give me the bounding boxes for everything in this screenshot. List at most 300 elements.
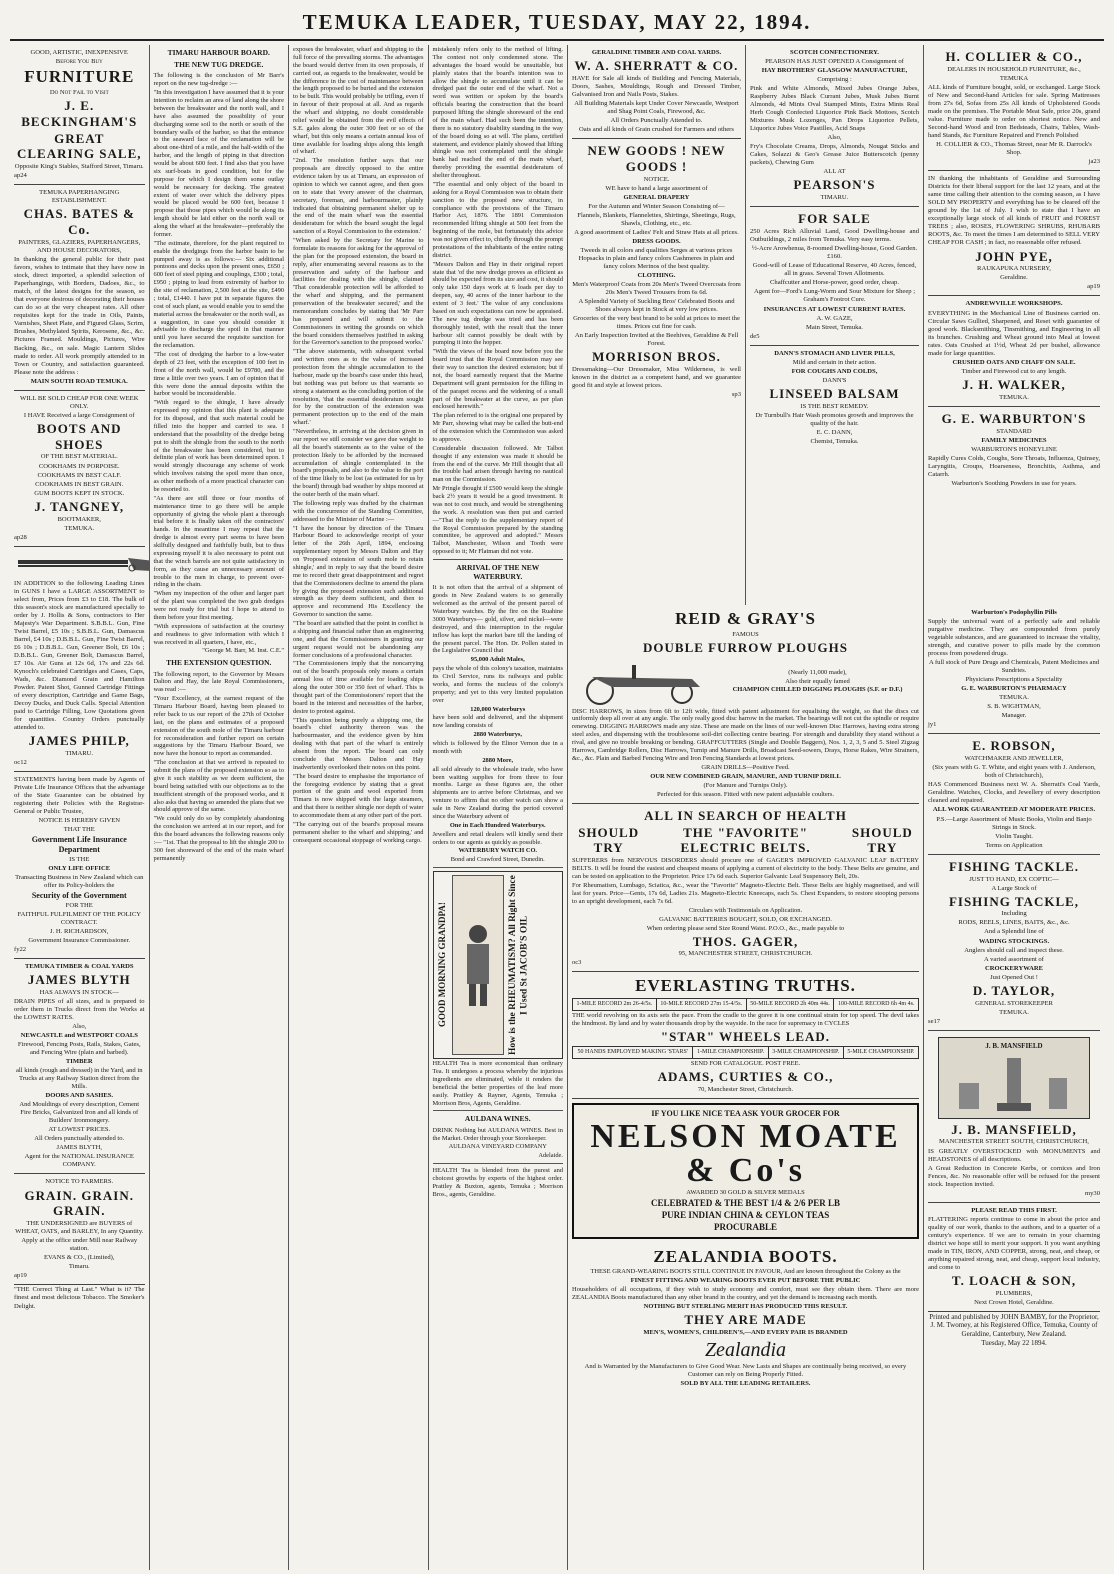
article-figure: 2880 Waterburys, — [473, 731, 523, 739]
ad-code: de5 — [750, 332, 760, 340]
ad-headline: H. COLLIER & CO., — [945, 49, 1083, 64]
ad-tobacco: "THE Correct Thing at Last." What is it? The finest and most delicious Tobacco. The Smoker's Delight. — [14, 1286, 145, 1310]
ad-line: PLUMBERS, — [995, 1289, 1033, 1297]
record-cell: 100-MILE RECORD 6h 4m 4s. — [834, 998, 919, 1010]
ad-line: WE have to hand a large assortment of — [605, 184, 708, 192]
ad-headline: D. TAYLOR, — [972, 982, 1056, 998]
ad-line: GENERAL STOREKEEPER — [975, 999, 1053, 1007]
ad-zealandia — [572, 1243, 919, 1392]
article-paragraph: "With regard to the shingle, I have already expressed my opinion that this plant is adequate for its disposal, and that such material could be filled into the hopper and carried to sea. I understand that the possibility of the dredge being put to shift the shingle from the south to the north of the breakwater has been considered, but to definite plan of work has been determined upon. I would strongly discourage any scheme of work which involves raising the spoil more than once, as other methods of a more practical character can be resorted to. — [153, 399, 284, 493]
article-paragraph: "The board desire to emphasise the importance of the foregoing evidence by stating that a great portion of the grain and wool exported from Timaru is now shipped with the large steamers, and that there is neither shingle nor depth of water to accommodate them at any other part of the port. — [293, 772, 424, 819]
article-paragraph: "I have the honour by direction of the Timaru Harbour Board to acknowledge receipt of your letter of the 26th April, 1894, enclosing supplementary report by Messrs Dalton and Hay on 'Proposed extension of south mole to retain shingle,' and in reply to say that the board desire me to record their great disappointment and regret that the Commissioners decline to amend the plans by giving the proposed extension such additional strength as they deem sufficient, and then to approve and recommend His Excellency the Governor to sanction the same. — [293, 524, 424, 619]
ad-favorite-belts — [572, 804, 919, 973]
imprint-date: Tuesday, May 22 1894. — [981, 1339, 1047, 1348]
ad-code: sp3 — [731, 391, 741, 399]
championship-cell: 5-MILE CHAMPIONSHIP. — [843, 1046, 918, 1058]
ad-line: DANN'S — [822, 376, 847, 384]
ad-line: CELEBRATED & THE BEST 1/4 & 2/6 PER LB — [650, 1197, 841, 1208]
article-paragraph: The following is the conclusion of Mr Barr's report on the new tug-dredge :— — [153, 72, 284, 88]
column-2-article — [150, 45, 290, 1570]
ad-headline: CHAS. BATES & Co. — [23, 206, 135, 238]
article-paragraph: "Your Excellency, at the earnest request of the Timaru Harbour Board, having been pleased to refer back to us our report of the 27th of October last, on the plans and estimates of a proposed extension of the south mole of the Timaru harbour for reconsideration and further report on certain suggestions by the Timaru Harbour Board, we now have the honour to report as commanded. — [153, 695, 284, 758]
ad-headline: PEARSON'S — [793, 177, 876, 193]
ad-headline: FURNITURE — [24, 67, 135, 87]
jacob-illustration — [452, 875, 504, 1055]
ad-line: WILL BE SOLD CHEAP FOR ONE WEEK ONLY. — [20, 394, 139, 410]
ad-headline: ADAMS, CURTIES & CO., — [657, 1069, 834, 1085]
ad-line: COOKHAMS IN PORPOISE. — [38, 462, 120, 470]
article-paragraph: "The estimate, therefore, for the plant required to enable the dredgings from the harbor basin to be pumped away is as follows:— Six additional pontoons and decks upon the present ones, £650 ; 600 feet of steel piping and couplings, £300 ; total, £950 ; piping to lead from extremity of harbor to the site of reclamation, 2,500 feet at the site, £490 ; total, £1440. I have put in separate figures the cost of such plant, as would enable you to send the material across the breakwater or the north wall, as a suggestion, in case you should consider it advisable to discharge the spoil in that manner until you have secured the requisite sanction for the reclamation. — [153, 239, 284, 350]
ad-line: GERALDINE TIMBER AND COAL YARDS. — [591, 49, 722, 56]
ad-line: All Building Materials kept Under Cover Newcastle, Westport and Shag Point Coals, Firewood, &c. — [574, 99, 739, 116]
jacob-side-text: GOOD MORNING GRANDPA! — [436, 902, 447, 1028]
article-figure: 2880 More, — [482, 756, 514, 764]
championship-table — [572, 1046, 919, 1059]
column-4-article — [429, 45, 569, 1570]
ad-line: IF YOU LIKE NICE TEA ASK YOUR GROCER FOR — [651, 1109, 840, 1118]
ad-line: TIMARU. — [820, 194, 849, 202]
ad-line: AT LOWEST PRICES. — [48, 1126, 111, 1134]
ad-line: THAT THE — [63, 826, 95, 834]
ad-body: DRAIN PIPES of all sizes, and is prepared to order them in Trucks direct from the Works at the LOWEST RATES. — [14, 997, 145, 1021]
ad-line: RODS, REELS, LINES, BAITS, &c., &c. — [958, 919, 1070, 927]
article-paragraph: "The Commissioners imply that the noncarrying out of the board's proposals only means a certain annual loss of time available for loading ships along the outer 300 or 350 feet of wharf. This is thought part of the Commissioners' report that the board in the interest and necessities of the harbor, desire to protest against. — [293, 660, 424, 715]
ad-line: PLEASE READ THIS FIRST. — [971, 1206, 1057, 1214]
ad-loach — [928, 1203, 1100, 1312]
ad-line: E. C. DANN, — [816, 428, 853, 436]
article-paragraph: "This question being purely a shipping one, the board's chief authority thereon was the harbourmaster, and the evidence given by him dealing with that part of the wharf is entirely absent from the report. The board can only conclude that Messrs Dalton and Hay inadvertently overlooked their notes on this point. — [293, 716, 424, 771]
ad-line: JUST TO HAND, EX COPTIC— — [969, 875, 1059, 883]
ad-line: Chaffcutter and Horse-power, good order, cheap. — [770, 279, 899, 287]
ad-line: NOTICE IS HEREBY GIVEN — [38, 817, 121, 825]
ad-line: Transacting Business in New Zealand which can offer its Policy-holders the — [15, 873, 144, 889]
ad-line: NEWCASTLE and WESTPORT COALS — [20, 1031, 138, 1039]
divider — [433, 867, 564, 868]
ad-headline: LINSEED BALSAM — [769, 385, 900, 401]
plough-illustration — [572, 657, 712, 707]
ad-body: THE UNDERSIGNED are BUYERS of WHEAT, OATS, and BARLEY, In any Quantity. — [15, 1220, 144, 1236]
right-block — [568, 45, 1104, 1570]
ad-line: Oats and all kinds of Grain crushed for Farmers and others — [579, 126, 734, 134]
ad-body: Supply the universal want of a perfectly safe and reliable purgative medicine. They are compounded from purely vegetable substances, and are guaranteed to increase the vitality, strength, and curative power to pills made by the common process from powdered drugs. — [928, 618, 1100, 658]
article-paragraph: all sold already to the wholesale trade, who have been waiting supplies for from three to four months. Large as these figures are, the other shipments are to arrive before Christmas, and we venture to affirm that no other watch can show a sale in New Zealand during the period covered since the Waterbury advent of — [432, 765, 563, 820]
ad-line: WARBURTON'S HONEYLINE — [971, 445, 1057, 453]
ad-line: P.S.—Large Assortment of Music Books, Violin and Banjo Strings in Stock. — [936, 815, 1092, 831]
ad-headline: ZEALANDIA BOOTS. — [653, 1246, 838, 1266]
ad-line: TEMUKA. — [64, 524, 95, 532]
ad-philp — [14, 547, 145, 773]
ad-line: AWARDED 30 GOLD & SILVER MEDALS — [686, 1188, 805, 1196]
ad-code: ap19 — [14, 1272, 27, 1280]
ad-line: HAY BROTHERS' GLASGOW MANUFACTURE, — [761, 67, 908, 75]
ad-line: AULDANA VINEYARD COMPANY — [448, 1143, 547, 1151]
record-cell: 10-MILE RECORD 27m 15-4/5s. — [656, 998, 746, 1010]
ad-headline: T. LOACH & SON, — [951, 1272, 1077, 1288]
ad-headline: E. ROBSON, — [972, 738, 1056, 754]
ad-taylor — [928, 855, 1100, 1031]
ad-line: ONLY LIFE OFFICE — [48, 864, 111, 872]
ad-line: SCOTCH CONFECTIONERY. — [790, 49, 879, 56]
ad-line: Apply at the office under Mill near Railway station. — [21, 1237, 138, 1253]
ad-line: And is Warranted by the Manufacturers to Give Good Wear. New Lasts and Shapes are continually being received, so every Customer can rely on Being Properly Fitted. — [584, 1363, 907, 1379]
ad-code: se17 — [928, 1017, 941, 1025]
ad-headline: GRAIN. GRAIN. GRAIN. — [24, 1187, 134, 1219]
ad-evans — [14, 1174, 145, 1285]
ad-body: FLATTERING reports continue to come in about the price and quality of our work, thanks to the authors, and to a quarter of a century's experience. If we are to remain in your charming district we hope still to merit your support. It you want anything made in TIN, IRON, AND COPPER, strong, neat, and cheap, or anything repaired strong, neat, and cheap, support local industry, and come to — [928, 1215, 1100, 1271]
ad-body: IS GREATLY OVERSTOCKED with MONUMENTS and HEADSTONES of all descriptions. — [928, 1147, 1100, 1163]
article-paragraph: which is followed by the Elinor Vernon due in a month with — [432, 740, 563, 755]
article-paragraph: "With expressions of satisfaction at the courtesy and readiness to give information with which I was received in all quarters, I have, etc., — [153, 622, 284, 646]
ad-code: jy1 — [928, 721, 937, 729]
ad-line: H. COLLIER & CO., Thomas Street, near Mr R. Darrock's Shop. — [936, 141, 1092, 157]
ad-headline: GREAT CLEARING SALE, — [16, 130, 142, 162]
ad-line: ANDREWVILLE WORKSHOPS. — [965, 300, 1063, 308]
ad-line: All Orders Punctually Attended to. — [610, 117, 703, 125]
ad-body: Rapidly Cures Colds, Coughs, Sore Throats, Influenza, Quinsey, Laryngitis, Croups, Hoarseness, Bronchitis, Asthma, and Catarrh. — [928, 454, 1100, 478]
ad-body: IN thanking the inhabitants of Geraldine and Surrounding Districts for their liberal support for the last 12 years, and at the same time calling their attention to the coming season, as I have SOLD MY PROPERTY and everything has to be cleared off the ground by the 1st of July. I wish to state that I have an exceptionally large stock of all kinds of FRUIT and FOREST TREES ; also, ROSES, FLOWERING SHRUBS, RHUBARB ROOTS, &c. To meet the times I am determined to SELL VERY CHEAP FOR CASH ; in fact, no reasonable offer refused. — [928, 175, 1100, 247]
article-subheadline: THE NEW TUG DREDGE. — [174, 60, 264, 70]
ad-line: FINEST FITTING AND WEARING BOOTS EVER PUT BEFORE THE PUBLIC — [630, 1277, 861, 1285]
ad-line: DANN'S STOMACH AND LIVER PILLS, — [774, 349, 895, 357]
ad-line: TEMUKA. — [999, 393, 1029, 401]
ad-line: 70, Manchester Street, Christchurch. — [697, 1086, 794, 1094]
imprint — [928, 1313, 1100, 1348]
column-6 — [746, 45, 924, 605]
ad-code: oc12 — [14, 759, 27, 767]
gun-illustration — [14, 550, 150, 576]
ad-line: Geraldine. — [1000, 274, 1028, 282]
article-paragraph: "Nevertheless, in arriving at the decision given in our report we still consider we gave due weight to all the board's statements as to the value of the protection likely to be afforded by the increased accumulation of shingle contemplated in the board's proposals, and also to the value to the port of the time likely to be lost (as estimated for us by the board) through bad weather by ships moored at the outer berth of the main wharf. — [293, 428, 424, 498]
ad-headline: Government Life Insurance Department — [31, 835, 127, 855]
article-headline: TIMARU HARBOUR BOARD. — [167, 48, 270, 57]
ad-st-jacobs-oil — [433, 871, 564, 1059]
ad-collier — [928, 45, 1100, 171]
ad-line: CLOTHING. — [637, 272, 676, 280]
ad-line: ½-Acre Arowhenua, 8-roomed Dwelling-house, Good Garden. £160. — [751, 245, 918, 261]
ad-line: CHAMPION CHILLED DIGGING PLOUGHS (S.F. or D.F.) — [732, 686, 903, 694]
mansfield-banner: J. B. MANSFIELD — [985, 1041, 1043, 1050]
ad-line: OUR NEW COMBINED GRAIN, MANURE, AND TURNIP DRILL — [650, 772, 841, 780]
article-paragraph: "We could only do so by completely abandoning the conclusion we arrived at in our report, and for this the board advances the following reasons only :— "1st. That the proposal to lift the shingle 200 to 300 feet shoreward of the end of the main wharf permanently — [153, 815, 284, 862]
ad-body: Dressmaking—Our Dressmaker, Miss Wilderness, is well known in the district as a competent hand, and we guarantee good fit and style at lowest prices. — [572, 366, 741, 390]
ad-body: Fry's Chocolate Creams, Drops, Almonds, Nougat Sticks and Cakes, Solazzi & Geo's Grease Juice Butterscotch (penny packets), Chewing Gum — [750, 143, 919, 167]
ad-line: IS THE BEST REMEDY. — [800, 402, 869, 410]
divider — [433, 1163, 564, 1164]
ad-line: INSURANCES AT LOWEST CURRENT RATES. — [763, 305, 906, 313]
ad-line: S. B. WIGHTMAN, — [987, 703, 1041, 711]
ad-line: Just Opened Out ! — [990, 973, 1038, 981]
imprint-text: Printed and published by JOHN BAMBY, for the Proprietor, J. M. Twomey, at his Registered Office, Temuka, County of Geraldine, Canterbury, New Zealand. — [929, 1312, 1099, 1338]
ad-line: Adelaide. — [538, 1152, 563, 1160]
article-paragraph: The plan referred to is the original one prepared by Mr Parr, showing what may be called the butt-end of the extension which the Commission was asked to approve. — [432, 412, 563, 443]
ad-blyth — [14, 959, 145, 1175]
columns — [10, 45, 1104, 1570]
ad-line: COOKHAMS IN BEST GRAIN. — [35, 480, 124, 488]
ad-line: When ordering please send Size Round Waist. P.O.O., &c., made payable to — [646, 924, 845, 932]
ad-line: TEMUKA. — [999, 694, 1029, 702]
ad-line: Agent for—Ford's Lung-Worm and Sour Mixture for Sheep ; Graham's Footrot Cure. — [753, 288, 916, 304]
ad-line: Dr Turnbull's Hair Wash promotes growth and improves the quality of the hair. — [755, 411, 914, 427]
ad-line: (For Manure and Turnips Only). — [703, 781, 788, 789]
ad-code: fy22 — [14, 945, 27, 953]
ad-line: CROCKERYWARE — [984, 964, 1044, 972]
ad-body: SUFFERERS from NERVOUS DISORDERS should procure one of GAGER'S IMPROVED GALVANIC LEAF BATTERY BELTS. It will be found the easiest and cheapest means of applying a current of electricity to the body. These Belts are genuine, and can be tested on application to the Proprietor. Price 17s 6d each. Superior Galvanic Leaf Suspensory Belt, 20s. — [572, 857, 919, 881]
article-paragraph: "In this investigation I have assumed that it is your intention to reclaim an area of land along the shore between the breakwater and the north wall, and I have also assumed the possibility of your discharging some soil to the north or south of the boundary walls of the harbor, so that the entrance to the seaward face of the reclamation will be about one-third of a mile, and the half-width of the harbor, and the length of piping in that direction would be about 600 feet. I find also that you have six surf-boats in good condition, but for the purpose for which I design them some outlay would be necessary for decking. The greatest extent of water over which the delivery pipes would be placed would be 600 feet, because I propose that those pipes which would be along its length should be laid either on the north wall or along the wharf at the breakwater—preferably the former. — [153, 89, 284, 238]
ad-morrison — [572, 139, 741, 403]
ad-line: Also, — [72, 1022, 87, 1030]
ad-headline: THEY ARE MADE — [684, 1311, 807, 1327]
ad-line: Anglers should call and inspect these. — [964, 946, 1064, 954]
divider — [433, 559, 564, 560]
monument-illustration — [938, 1037, 1090, 1119]
ad-line: Timaru. — [68, 1263, 90, 1271]
article-figure: One in Each Hundred Waterburys. — [449, 821, 546, 829]
ad-line: PEARSON HAS JUST OPENED A Consignment of — [765, 58, 904, 66]
ad-line: A Splendid Variety of Suckling Bros' Celebrated Boots and Shoes always kept in Stock at very low prices. — [578, 298, 735, 314]
column-7-upper — [924, 45, 1104, 605]
ad-code: ap28 — [14, 533, 27, 541]
ad-mansfield — [928, 1031, 1100, 1203]
article-paragraph: Considerable discussion followed. Mr Talbot thought if any extension was made it should be from the end of the curve. Mr Hill thought that all the trouble had arisen through having no nautical man on the Commission. — [432, 444, 563, 484]
ad-line: IS THE — [69, 855, 90, 863]
championship-cell: 1-MILE CHAMPIONSHIP. — [693, 1046, 768, 1058]
article-figure: 120,000 Waterburys — [470, 705, 526, 713]
ad-tangney — [14, 391, 145, 547]
ad-line: DEALERS IN HOUSEHOLD FURNITURE, &c., — [947, 65, 1081, 73]
ad-health-tea: HEALTH Tea is blended from the purest and choicest growths by experts of the highest order. Prattley & Buxton, agents, Temuka ; Morrison Bros., agents, Geraldine. — [432, 1167, 563, 1198]
ad-line: ALL AT — [823, 168, 846, 176]
ad-headline: J. B. MANSFIELD, — [951, 1121, 1077, 1137]
ad-body: EVERYTHING in the Mechanical Line of Business carried on. Circular Saws Gullied, Sharpened, and Reset with guarantee of good work. Blacksmithing, Tinsmithing, and Engineering in all its branches. Crushing and Wheat ground into Meal at lowest rates. Oats Crushed at 1½d, Wheat 2d per bushel, allowance made for large quantities. — [928, 309, 1100, 357]
article-paragraph: "As there are still three or four months of maintenance time to go there will be ample opportunity of giving the whole plant a thorough trial before it is finally taken off the contractors' hands. In the meantime I may repeat that the dredge is almost every part seems to have been skilfully designed and faithfully built, but to thus expressing myself it is also necessary to point out that the winch barrels are not quite satisfactory in form, as they cause an unnecessary amount of trouble to the men in charge, to prevent over-riding in the chain. — [153, 494, 284, 589]
ad-line: FAITHFUL FULFILMENT OF THE POLICY CONTRACT. — [17, 910, 142, 926]
article-paragraph: "When asked by the Secretary for Marine to formulate its reasons for asking for the approval of the plan for the proposed extension, the board in reply, after enumerating several reasons as to the preservation and safety of the harbour and facilities for dealing with the shingle, claimed 'That considerable protection will be afforded to the wharf and shipping, and the permanent preservation of the breakwater secured,' and the memorandum concludes by stating that 'Mr Parr has prepared and will submit to the Commissioners in writing the grounds on which the board considers themselves justified in asking for the Governor's sanction to the proposed works.' — [293, 237, 424, 347]
ad-headline: JOHN PYE, — [975, 248, 1053, 264]
article-paragraph: have been sold and delivered, and the shipment now landing consists of — [432, 714, 563, 730]
ad-line: I HAVE Received a large Consignment of — [23, 411, 135, 419]
ad-body: 250 Acres Rich Alluvial Land, Good Dwelling-house and Outbuildings, 2 miles from Temuka. Very easy terms. — [750, 228, 919, 244]
article-paragraph: pays the whole of this colony's taxation, maintains its Civil Service, runs its railways and public works, and forms the nucleus of the colony's property; and yet to this very limited population over — [432, 665, 563, 704]
article-paragraph: "The carrying out of the board's proposal means permanent shelter to the wharf and shipping,' and consequent occasional stoppage of working cargo. — [293, 820, 424, 844]
ad-line: HAS ALWAYS IN STOCK— — [39, 988, 119, 996]
ad-body: Men's Waterproof Coats from 20s Men's Tweed Overcoats from 20s Men's Tweed Trousers from 6s 6d. — [572, 281, 741, 297]
ad-line: TEMUKA. — [999, 1008, 1029, 1016]
ad-body: STATEMENTS having been made by Agents of Private Life Insurance Offices that the advantage of the State Guarantee can be obtained by registering their Policies with the Registrar-General or Public Trustee, — [14, 776, 145, 816]
monument-icon — [939, 1048, 1089, 1118]
ad-line: All Orders punctually attended to. — [34, 1135, 125, 1143]
ad-code: oc3 — [572, 959, 582, 967]
ad-insurance — [14, 772, 145, 959]
ad-line: all kinds (rough and dressed) in the Yard, and in Trucks at any Railway Station direct from the Mills. — [15, 1067, 143, 1091]
column-5 — [568, 45, 746, 605]
ad-line: PAINTERS, GLAZIERS, PAPERHANGERS, AND HOUSE DECORATORS, — [18, 239, 141, 255]
ad-line: Government Insurance Commissioner. — [28, 936, 131, 944]
ad-line: EVANS & CO., (Limited), — [43, 1254, 115, 1262]
ad-line: FOR COUGHS AND COLDS, — [791, 367, 878, 375]
masthead: TEMUKA LEADER, TUESDAY, MAY 22, 1894. — [10, 8, 1104, 41]
ad-line: GENERAL DRAPERY — [623, 193, 690, 201]
championship-cell: 50 HANDS EMPLOYED MAKING 'STARS' — [573, 1046, 693, 1058]
ad-line: CRUSHED OATS AND CHAFF ON SALE. — [952, 358, 1076, 366]
ad-line: OF THE BEST MATERIAL. — [40, 453, 118, 461]
ad-line: MANCHESTER STREET SOUTH, CHRISTCHURCH, — [939, 1138, 1089, 1146]
ad-line: Firewood, Fencing Posts, Rails, Stakes, Gates, and Fencing Wire (plain and barbed). — [17, 1041, 141, 1057]
ad-line: FOR THE — [65, 901, 93, 909]
ad-line: Timber and Firewood cut to any length. — [961, 367, 1067, 375]
ad-line: Warburton's Podophyllin Pills — [971, 609, 1057, 616]
ad-headline: MORRISON BROS. — [592, 349, 721, 365]
ad-line: Perfected for this season. Fitted with new patent adjustable coulters. — [656, 790, 835, 798]
article-paragraph: Mr Pringle thought if £500 would keep the shingle back 2½ years it would be a good investment. It was not to cost much, and would be strengthening the work. A resolution was then put and carried—"That the reply to the supplementary report of the Royal Commission prepared by the standing committee, be approved and adopted." Messrs Talbot, Manchester, Wilson and Tooth were opposed to it; Mr Flatman did not vote. — [432, 485, 563, 556]
ad-headline: Security of the Government — [31, 890, 127, 900]
ad-line: Circulars with Testimonials on Application. — [688, 906, 803, 914]
ad-nelson-moate — [572, 1103, 919, 1239]
ad-line: MEN'S, WOMEN'S, CHILDREN'S,—AND EVERY PAIR IS BRANDED — [643, 1328, 848, 1336]
ad-line: And Mouldings of every description, Cement Fire Bricks, Galvanized Iron and all kinds of Builders' Ironmongery. — [19, 1101, 140, 1125]
article-signature: WATERBURY WATCH CO. — [458, 847, 538, 855]
ad-body: DISC HARROWS, in sizes from 6ft to 12ft wide, fitted with patent adjustment for equalising the weight, so that the discs cut uniformly deep all over at any angle. The only really good disc harrow in the market. The bearings will not cut the spindle or require renewing. DIGGING HARROWS made any size. These are made on the lines of our well-known Disc Harrows, having extra strong steel axles, and dispensing with the troublesome soil-dirt collecting centre bearing. For strength and durability they stand without a rival, and give no trouble breaking or bending. GRAFFCUTTERS (Single and Double Baggers), Nos. 1, 2, 3, 5 and 5. Steel Zigzag Harrows, Cambridge Rollers, Disc Harrows, Turnip and Manure Drills, Broadcast Seed-sowers, Drays, Horse Rakes, Wire Strainers, &c., &c. Plain and Barbed Fencing Wire and Iron Fencing Standards at lowest prices. — [572, 707, 919, 763]
ad-line: RAUKAPUKA NURSERY, — [977, 265, 1051, 273]
ad-warburton-cont — [928, 605, 1100, 734]
ad-line: NOTICE TO FARMERS. — [45, 1178, 114, 1186]
ad-headline: FOR SALE — [798, 211, 871, 227]
ad-line: Warburton's Soothing Powders in use for years. — [951, 479, 1077, 487]
column-3-article — [289, 45, 429, 1570]
ad-reid-gray — [572, 605, 919, 804]
ad-line: Terms on Application — [985, 841, 1043, 849]
article-paragraph: "The essential and only object of the board in asking for a Royal Commission was to obtain their sanction to the proposed new structure, in compliance with the provisions of the Timaru Harbor Act, 1876. The 1891 Commission recommended lifting shingle at 500 feet from the beginning of the mole, but fortunately this advice was not given effect to, chiefly through the prompt protestations of the inhabitants of the entire rating district. — [432, 180, 563, 259]
column-7-lower — [924, 605, 1104, 1570]
ad-line: NOTICE. — [643, 175, 670, 183]
ad-line: An Early Inspection Invited at the Beehives, Geraldine & Fell Forest. — [574, 332, 739, 348]
records-table — [572, 998, 919, 1011]
article-paragraph: "With the views of the board now before you the board trust that the Royal Commission may see their way to sanction the desired extension; but if not, the board earnestly request that the Marine Department will grant permission for the filling in of the parapet recess and the widening of a small part of the breakwater at the curve, as per plan enclosed herewith." — [432, 348, 563, 411]
ad-line: A. W. GAZE, — [816, 314, 853, 322]
ad-line: 95, MANCHESTER STREET, CHRISTCHURCH. — [678, 950, 813, 958]
ad-line: Mild and certain in their action. — [792, 358, 877, 366]
ad-line: MAIN SOUTH ROAD TEMUKA. — [30, 377, 128, 385]
article-paragraph: "The cost of dredging the harbor to a low-water depth of 23 feet, with the exception of 100 feet in front of the north wall, would be £9780, and the time a little over two years. I am of opinion that if this were done the annual deposits within the harbor would be inconsiderable. — [153, 351, 284, 398]
ad-headline: THE "FAVORITE" ELECTRIC BELTS. — [680, 824, 811, 856]
record-cell: 50-MILE RECORD 2h 40m 44s. — [746, 998, 834, 1010]
ad-headline: REID & GRAY'S — [675, 609, 816, 628]
article-paragraph: It is not often that the arrival of a shipment of goods in New Zealand waters is so generally welcomed as the arrival of the present parcel of Waterbury watches. By the fire on the Ruahine 3000 Waterburys— gold, silver, and nickel—were destroyed, and this interruption in the regular inflow has kept the market bare till the landing of the present parcel. The Hon. Dr. Pollen stated in the Legislative Council that — [432, 584, 563, 655]
ad-line: THESE GRAND-WEARING BOOTS STILL CONTINUE IN FAVOUR, And are known throughout the Colony as the — [590, 1268, 901, 1276]
ad-beckingham — [14, 45, 145, 185]
ad-line: PURE INDIAN CHINA & CEYLON TEAS — [661, 1209, 830, 1220]
ad-line: Comprising : — [817, 76, 852, 84]
ad-sherratt — [572, 45, 741, 139]
article-paragraph: "The conclusion at that we arrived is repeated to submit the plans of the proposed extension so as to give it such stability as we deem sufficient, the board being satisfied with our objections as to the insufficient strength of the proposed works, and it also asks that having so amended the plans that we should approve of the same. — [153, 759, 284, 814]
ad-body: For Rheumatism, Lumbago, Sciatica, &c., wear the "Favorite" Magneto-Electric Belt. These Belts are highly magnetised, and will last for years. Price—Gents, 17s 6d, Ladies 21s. Magneto-Electric Kneecaps, each 5s. Chest Expanders, to restore stooping persons to an upright development, each 7s 6d. — [572, 882, 919, 905]
ad-robson — [928, 734, 1100, 854]
figure-icon — [453, 920, 503, 1010]
ad-headline: ALL IN SEARCH OF HEALTH — [644, 807, 847, 823]
ad-headline: THOS. GAGER, — [692, 933, 799, 949]
ad-headline: "STAR" WHEELS LEAD. — [660, 1029, 831, 1045]
ad-headline: JAMES BLYTH — [27, 971, 131, 987]
ad-line: A varied assortment of — [984, 955, 1044, 963]
article-paragraph: "When my inspection of the other and larger part of the plant was completed the two grab dredges were not ready for trial but I hope to attend to them before your first meeting. — [153, 590, 284, 621]
ad-body: Tweeds in all colors and qualities Serges at various prices Hopsacks in plain and fancy colors Cashmeres in plain and fancy colors Merinos of the best quality. — [578, 247, 735, 271]
ad-line: G. E. WARBURTON'S PHARMACY — [961, 685, 1067, 693]
zealandia-script-logo: Zealandia — [704, 1338, 787, 1361]
right-upper — [568, 45, 1104, 605]
ad-line: A Large Stock of — [991, 884, 1037, 892]
ad-line: TEMUKA PAPERHANGING ESTABLISHMENT. — [39, 189, 120, 205]
ad-line: Groceries of the very best brand to be sold at prices to meet the times. Prices cut fine for cash. — [573, 315, 740, 331]
ad-line: Including — [1001, 910, 1027, 918]
ad-line: TEMUKA TIMBER & COAL YARDS — [24, 962, 134, 970]
ad-body: In thanking the general public for their past favors, wishes to intimate that they have now in stock, direct imported, a splendid selection of Paperhangings, with Borders, Dadoes, &c., to match, of the latest designs for the season, so that everyone desirous of decorating their houses can do so at the very cheapest rates. All other requisites kept for the trade in Oils, Paints, Varnishes, Sheet Plate, and Figured Glass, Scrim, Brushes, Methylated Spirits, Kerosene, &c., &c. Pictures Framed. Mouldings, Pictures, Wire Backing, &c., on sale. Magic Lantern Slides made to order. All work promptly attended to in Town or Country, and satisfaction guaranteed. Please note the address : — [14, 256, 145, 376]
ad-headline: J. E. BECKINGHAM'S — [21, 97, 138, 129]
divider — [433, 1110, 564, 1111]
ad-line: ALL WORK GUARANTEED AT MODERATE PRICES. — [932, 806, 1096, 814]
article-paragraph: exposes the breakwater, wharf and shipping to the full force of the prevailing storms. The advantages the board would derive from its own proposals, if carried out, as regards to the breakwater, would be the difference in the cost of maintenance between the length proposed to be buried and the extension to be built. This would probably be trifling, even if in favour of their proposal at all. And as regards the wharf and shipping, no doubt considerable relief would be obtained from the evil effects of S.E. gales along the outer 300 feet or so of the wharf, but this only means a certain annual loss of time available for loading ships along this length of wharf. — [293, 46, 424, 156]
ad-headline: EVERLASTING TRUTHS. — [635, 976, 856, 996]
ad-headline: J. TANGNEY, — [34, 498, 125, 514]
ad-line: FAMILY MEDICINES — [981, 436, 1047, 444]
ad-line: STANDARD — [996, 427, 1032, 435]
ad-line: Good-will of Lease of Educational Reserve, 40 Acres, fenced, all in grass. Several Town Allotments. — [752, 262, 917, 278]
ad-headline: JAMES PHILP, — [28, 733, 130, 749]
ad-line: WADING STOCKINGS. — [978, 937, 1050, 945]
ad-line: Violin Taught. — [995, 832, 1033, 840]
ad-line: SEND FOR CATALOGUE. POST FREE. — [690, 1060, 801, 1068]
article-paragraph: The following report, to the Governor by Messrs Dalton and Hay, the late Royal Commissioners, was read :— — [153, 670, 284, 694]
ad-line: (Nearly 11,000 made), — [788, 668, 847, 676]
ad-line: GALVANIC BATTERIES BOUGHT, SOLD, OR EXCHANGED. — [659, 915, 832, 923]
ad-body: ALL kinds of Furniture bought, sold, or exchanged. Large Stock of New and Second-hand Articles for sale. Spring Mattresses from 27s 6d, Sofas from 25s All kinds of Upholstered Goods made on the premises. The Portable Meat Safe, price 20s, grand value. Furniture made to order on shortest notice. New and Second-hand Wood and Iron Bedsteads, Chairs, Tables, Wash-hand Stands, &c Furniture Repaired and French Polished — [928, 83, 1100, 140]
ad-line: WATCHMAKER AND JEWELLER, — [964, 755, 1064, 763]
ad-line: For the Autumn and Winter Season Consisting of— — [588, 202, 725, 210]
ad-headline: SHOULD TRY — [578, 824, 640, 856]
ad-line: A good assortment of Ladies' Felt and Straw Hats at all prices. — [574, 229, 739, 237]
ad-line: BOOTMAKER, — [57, 515, 101, 523]
ad-body: DRINK Nothing but AULDANA WINES. Best in the Market. Order through your Storekeeper. — [432, 1126, 563, 1142]
ad-pearson — [750, 45, 919, 207]
ad-pye — [928, 171, 1100, 296]
ad-line: GRAIN DRILLS—Positive Feed. — [701, 763, 790, 771]
ad-headline: NEW GOODS ! NEW GOODS ! — [587, 143, 726, 174]
article-paragraph: The following reply was drafted by the chairman with the concurrence of the Standing Committee, addressed to the Minister of Marine :— — [293, 499, 424, 523]
ad-body: A Great Reduction in Concrete Kerbs, or cornices and Iron Fences, &c. No reasonable offer will be refused for the present stock. Inspection invited. — [928, 1164, 1100, 1188]
ad-line: NOTHING BUT STERLING MERIT HAS PRODUCED THIS RESULT. — [643, 1303, 848, 1310]
column-1 — [10, 45, 150, 1570]
ad-paperhanging — [14, 185, 145, 390]
article-paragraph: mistakenly refers only to the method of lifting. The contest not only condemned stone. The advantages the board would be unsuitable, but plainly states that the board's intention was to allow the shingle to accumulate until it can be dredged past the outer end of the wharf. Not a word was written or spoken by the board's officials bearing the construction that the board purposed lifting the shingle shoreward of the end of the main wharf. Had such been the intention, there is no statutory disability standing in the way of the board doing so at will. The plans, certified statement, and evidence plainly showed that lifting shingle was not contemplated until the shingle bank had reached the end of the main wharf, thereby providing the essential desideratum of shelter throughout. — [432, 46, 563, 179]
wide-ads — [568, 605, 924, 1570]
ad-headline: J. H. WALKER, — [962, 376, 1066, 392]
ad-body: Pink and White Almonds, Mixed Jubes Orange Jubes, Raspberry Jubes Black Currant Jubes, Musk Jubes Burnt Almonds, 4d Mints Oval Stamped Mints, Extra Mints Real Herb Cough Confected Liquorice Pink Back Mottoes, Scotch Mixtures Musk Lozenges, Pan Drops Liquorice Pellets, Liquorice Jubes Voice Pastilles, Acid Snaps — [750, 85, 919, 133]
ad-headline: BOOTS AND SHOES — [37, 420, 122, 452]
ad-line: FAMOUS — [732, 630, 759, 638]
ad-line: Also, — [827, 134, 842, 142]
ad-line: A full stock of Pure Drugs and Chemicals, Patent Medicines and Sundries. — [928, 659, 1100, 675]
ad-body: IN ADDITION to the following Leading Lines in GUNS I have a LARGE ASSORTMENT to select from, Prices from £3 to £18. The bulk of this season's stock are manufactured specially to order by J. Hollis & Sons, contractors to Her Majesty's War Department. S.B.B.L. Gun, Fine Twist Barrel, £5 10s ; S.B.B.L. Gun, Damascus Barrel, £4 10s ; D.B.B.L. Gun, Fine Twist Barrel, £6 10s ; D.B.B.L. Gun, Greener Bolt, £6 10s ; D.B.B.L. Gun, Greener Bolt, Damascus Barrel, £7 10s. Air Guns at 12s 6d, 17s and 22s 6d. Kynoch's celebrated Cartridges and Cases, Caps, Wads, &c. Diamond Grain and Hamilton Powder. Patent Shot, Gunned Cartridge Fittings of every description, Cartridge and Game Bags, Decoy Ducks, and Duck Calls. Special Attention paid to Cartridge Filling, Low Quotations given for quantities. Country Orders punctually attended to. — [14, 579, 145, 732]
ad-code: ja23 — [1088, 158, 1100, 166]
ad-line: Opposite King's Stables, Stafford Street, Timaru. — [14, 163, 144, 171]
ad-headline: FISHING TACKLE. — [948, 858, 1080, 874]
ad-line: Physicians Prescriptions a Speciality — [965, 676, 1063, 684]
ad-headline: SHOULD TRY — [851, 824, 913, 856]
ad-headline: NELSON MOATE & Co's — [590, 1117, 901, 1189]
jacob-vertical-text: How is the RHEUMATISM? All Right Since I Used St JACOB'S OIL — [507, 875, 530, 1056]
ad-line: TIMBER — [65, 1058, 93, 1066]
championship-cell: 3-MILE CHAMPIONSHIP. — [768, 1046, 843, 1058]
ad-line: TIMARU. — [65, 750, 94, 758]
article-signature: "George M. Barr, M. Inst. C.E." — [202, 647, 284, 655]
